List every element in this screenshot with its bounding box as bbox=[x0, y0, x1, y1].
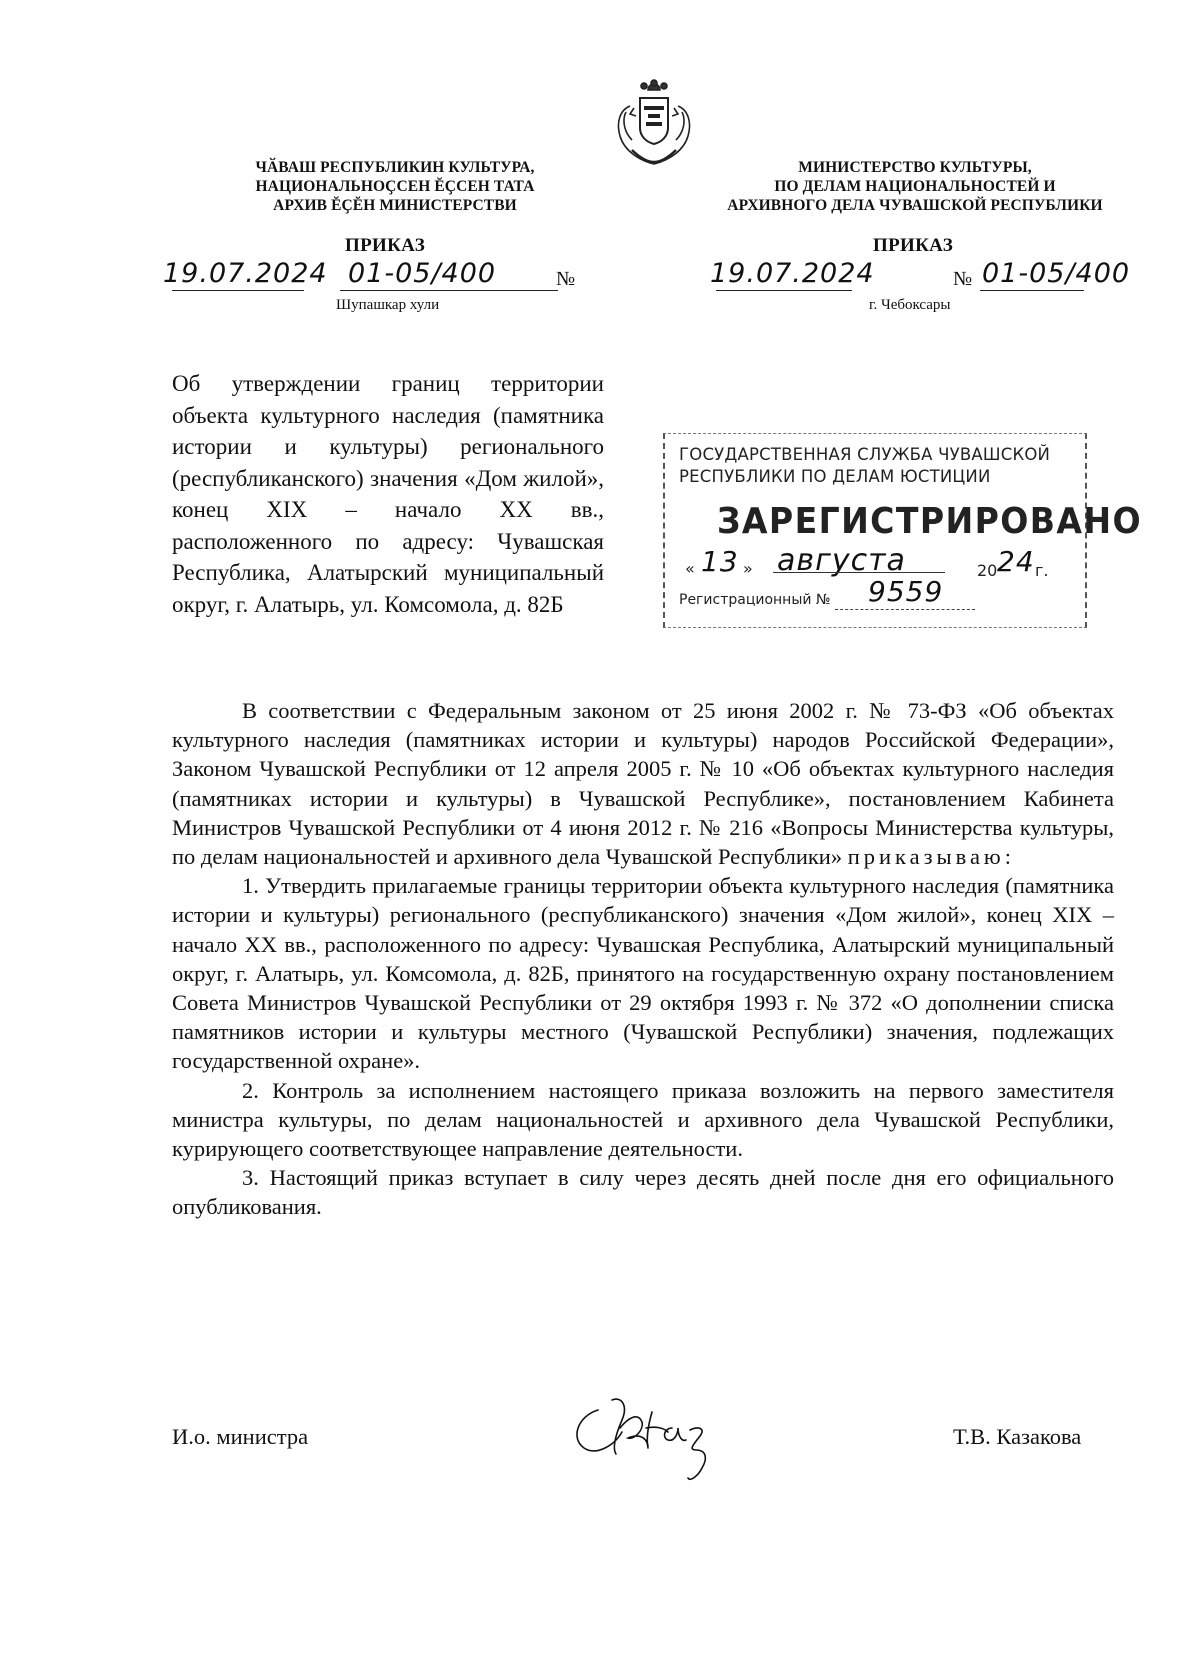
emblem-icon bbox=[610, 78, 698, 170]
body-item-1: 1. Утвердить прилагаемые границы территории объекта культурного наследия (памятника истории и культуры) регионального (республиканского) значения «Дом жилой», конец XIX – начало XX вв., расположенного по адресу: Чувашская Республика, Алатырский муниципальный округ, г. Алатырь, ул. Комсомола, д. 82Б, принятого на государственную охрану постановлением Совета Министров Чувашской Республики от 29 октября 1993 г. № 372 «О дополнении списка памятников истории и культуры местного (Чувашской Республики) значения, подлежащих государственной охране». bbox=[172, 873, 1114, 1074]
body-preamble-text: В соответствии с Федеральным законом от 25 июня 2002 г. № 73-ФЗ «Об объектах культурного наследия (памятниках истории и культуры) народов Российской Федерации», Законом Чувашской Республики от 12 апреля 2005 г. № 10 «Об объектах культурного наследия (памятниках истории и культуры) в Чувашской Республике», постановлением Кабинета Министров Чувашской Республики от 4 июня 2012 г. № 216 «Вопросы Министерства культуры, по делам национальностей и архивного дела Чувашской Республики» bbox=[172, 698, 1114, 870]
order-date-left: 19.07.2024 bbox=[163, 258, 328, 289]
handwritten-signature bbox=[560, 1388, 750, 1488]
stamp-year-suffix: 24 bbox=[997, 545, 1035, 578]
order-place-right: г. Чебоксары bbox=[869, 297, 951, 313]
order-number-right: 01-05/400 bbox=[982, 258, 1131, 289]
order-number-right-underline bbox=[980, 290, 1084, 291]
body-item-2: 2. Контроль за исполнением настоящего приказа возложить на первого заместителя министра культуры, по делам национальностей и архивного дела Чувашской Республики, курирующего соответствующее направление деятельности. bbox=[172, 1077, 1114, 1162]
signer-name: Т.В. Казакова bbox=[953, 1424, 1082, 1449]
stamp-reg-number: 9559 bbox=[868, 575, 944, 608]
order-number-sign-right: № bbox=[953, 268, 973, 290]
header-left bbox=[215, 158, 575, 215]
order-date-right-underline bbox=[716, 290, 852, 291]
order-body bbox=[172, 696, 1114, 1222]
stamp-month: августа bbox=[777, 543, 906, 578]
order-number-left-underline bbox=[340, 290, 558, 291]
header-right bbox=[705, 158, 1125, 215]
stamp-registered: ЗАРЕГИСТРИРОВАНО bbox=[717, 501, 1143, 542]
order-date-left-underline bbox=[172, 290, 304, 291]
header-left-line-2: НАЦИОНАЛЬНОҪСЕН ĔҪСЕН ТАТА bbox=[255, 178, 535, 195]
header-left-line-3: АРХИВ ĔҪĔН МИНИСТЕРСТВИ bbox=[273, 197, 517, 214]
order-date-right: 19.07.2024 bbox=[710, 258, 875, 289]
order-title: Об утверждении границ территории объекта культурного наследия (памятника истории и культуры) регионального (республиканского) значения «Дом жилой», конец XIX – начало XX вв., расположенного по адресу: Чувашская Республика, Алатырский муниципальный округ, г. Алатырь, ул. Комсомола, д. 82Б bbox=[172, 371, 604, 617]
stamp-reg-underline bbox=[835, 609, 975, 610]
header-left-line-1: ЧӐВАШ РЕСПУБЛИКИН КУЛЬТУРА, bbox=[255, 159, 535, 176]
header-right-line-3: АРХИВНОГО ДЕЛА ЧУВАШСКОЙ РЕСПУБЛИКИ bbox=[727, 197, 1103, 214]
order-label-left: ПРИКАЗ bbox=[345, 235, 426, 256]
order-label-right: ПРИКАЗ bbox=[873, 235, 954, 256]
body-order-word: приказываю: bbox=[847, 844, 1015, 870]
body-preamble bbox=[172, 696, 1114, 871]
stamp-day: 13 bbox=[701, 545, 739, 578]
stamp-month-underline bbox=[773, 571, 945, 573]
registration-stamp bbox=[663, 433, 1143, 628]
stamp-line-1: ГОСУДАРСТВЕННАЯ СЛУЖБА ЧУВАШСКОЙ bbox=[679, 445, 1051, 464]
stamp-year-prefix: 20 bbox=[977, 561, 998, 580]
stamp-quote-open: « bbox=[685, 559, 695, 578]
stamp-line-2: РЕСПУБЛИКИ ПО ДЕЛАМ ЮСТИЦИИ bbox=[679, 467, 991, 486]
order-place-left: Шупашкар хули bbox=[336, 297, 440, 313]
signer-title: И.о. министра bbox=[172, 1424, 309, 1449]
header-right-line-1: МИНИСТЕРСТВО КУЛЬТУРЫ, bbox=[798, 159, 1032, 176]
stamp-reg-label: Регистрационный № bbox=[679, 592, 831, 608]
order-number-left: 01-05/400 bbox=[348, 258, 497, 289]
order-number-sign-left: № bbox=[556, 268, 576, 290]
header-right-line-2: ПО ДЕЛАМ НАЦИОНАЛЬНОСТЕЙ И bbox=[774, 178, 1056, 195]
stamp-quote-close: » bbox=[743, 559, 753, 578]
body-item-3: 3. Настоящий приказ вступает в силу через десять дней после дня его официального опубликования. bbox=[172, 1165, 1114, 1220]
stamp-year-unit: г. bbox=[1035, 561, 1049, 580]
